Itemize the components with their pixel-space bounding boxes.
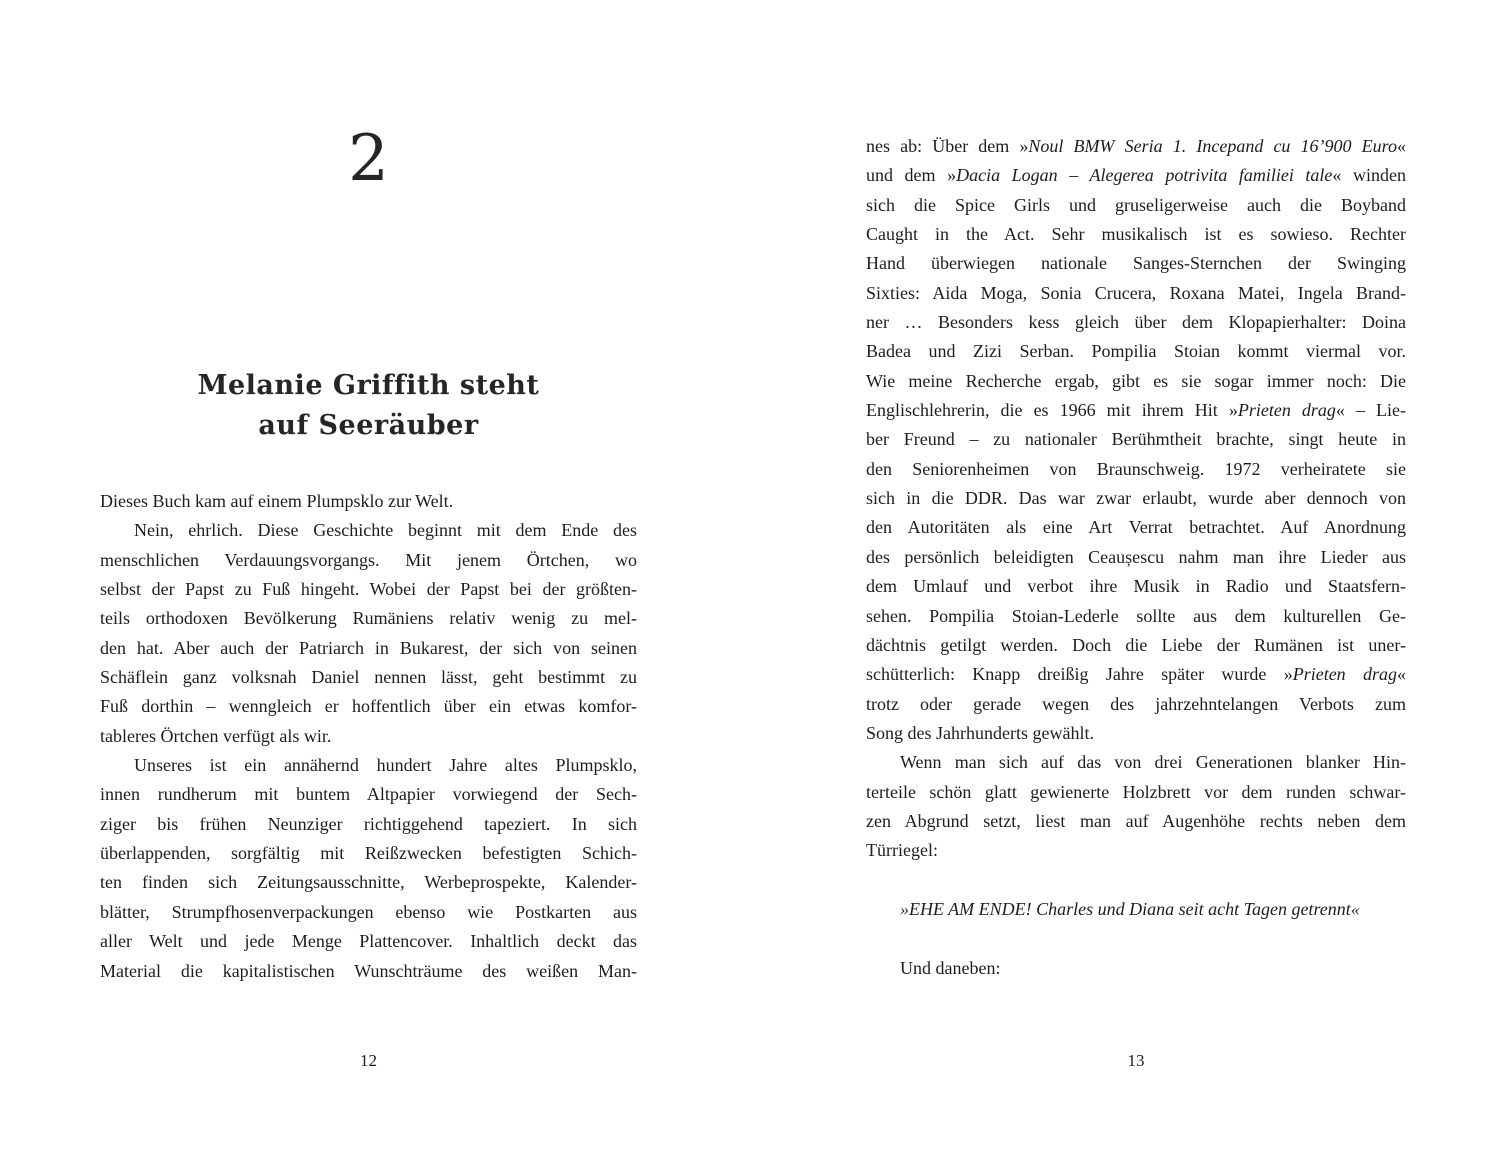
text-line: trotz oder gerade wegen des jahrzehntelangen Verbots zum (866, 693, 1406, 714)
chapter-title (100, 366, 637, 446)
text-line: Hand überwiegen nationale Sanges-Sternchen der Swinging (866, 253, 1406, 274)
paragraph (866, 954, 1406, 983)
text-line: nes ab: Über dem »Noul BMW Seria 1. Incepand cu 16’900 Euro« (866, 136, 1406, 156)
text-line: »EHE AM ENDE! Charles und Diana seit acht Tagen getrennt« (900, 898, 1360, 919)
chapter-number: 2 (348, 122, 389, 196)
text-line: selbst der Papst zu Fuß hingeht. Wobei der Papst bei der größten- (100, 579, 637, 600)
text-line: Türriegel: (866, 840, 938, 861)
chapter-title-line: auf Seeräuber (258, 410, 479, 441)
text-line: ner … Besonders kess gleich über dem Klopapierhalter: Doina (866, 312, 1406, 333)
text-line: ziger bis frühen Neunziger richtiggehend tapeziert. In sich (100, 813, 637, 834)
text-line: Wenn man sich auf das von drei Generationen blanker Hin- (900, 752, 1406, 773)
text-line: Song des Jahrhunderts gewählt. (866, 722, 1094, 743)
text-line: Caught in the Act. Sehr musikalisch ist es sowieso. Rechter (866, 224, 1406, 245)
paragraph (866, 895, 1406, 924)
left-page-body (100, 487, 637, 986)
text-line: Und daneben: (900, 957, 1001, 978)
left-page (100, 0, 637, 1167)
text-line: dem Umlauf und verbot ihre Musik in Radio und Staatsfern- (866, 576, 1406, 597)
paragraph (100, 487, 637, 516)
right-page-number: 13 (1127, 1051, 1145, 1070)
text-line: Unseres ist ein annähernd hundert Jahre altes Plumpsklo, (134, 755, 637, 776)
text-line: terteile schön glatt gewienerte Holzbrett vor dem runden schwar- (866, 781, 1406, 802)
right-page (866, 0, 1406, 1167)
text-line: innen rundherum mit buntem Altpapier vorwiegend der Sech- (100, 784, 637, 805)
text-line: den Autoritäten als eine Art Verrat betrachtet. Auf Anordnung (866, 517, 1406, 538)
text-line: und dem »Dacia Logan – Alegerea potrivita familiei tale« winden (866, 165, 1406, 186)
text-line: Dieses Buch kam auf einem Plumpsklo zur Welt. (100, 491, 454, 511)
chapter-title-line: Melanie Griffith steht (197, 370, 540, 401)
text-line: ten finden sich Zeitungsausschnitte, Werbeprospekte, Kalender- (100, 872, 637, 893)
text-line: blätter, Strumpfhosenverpackungen ebenso wie Postkarten aus (100, 901, 637, 922)
text-line: schütterlich: Knapp dreißig Jahre später wurde »Prieten drag« (866, 664, 1406, 685)
text-line: überlappenden, sorgfältig mit Reißzwecken befestigten Schich- (100, 843, 637, 864)
text-line: sehen. Pompilia Stoian-Lederle sollte aus dem kulturellen Ge- (866, 605, 1406, 626)
text-line: sich in die DDR. Das war zwar erlaubt, wurde aber dennoch von (866, 488, 1406, 509)
text-line: Material die kapitalistischen Wunschträume des weißen Man- (100, 960, 637, 981)
text-line: tableres Örtchen verfügt als wir. (100, 725, 332, 746)
text-line: Fuß dorthin – wenngleich er hoffentlich über ein etwas komfor- (100, 696, 637, 717)
text-line: Englischlehrerin, die es 1966 mit ihrem Hit »Prieten drag« – Lie- (866, 400, 1406, 421)
paragraph (100, 516, 637, 751)
text-line: Schäflein ganz volksnah Daniel nennen lässt, geht bestimmt zu (100, 667, 637, 688)
text-line: ber Freund – zu nationaler Berühmtheit brachte, singt heute in (866, 429, 1406, 450)
text-line: Sixties: Aida Moga, Sonia Crucera, Roxana Matei, Ingela Brand- (866, 282, 1406, 303)
paragraph (866, 132, 1406, 748)
text-line: teils orthodoxen Bevölkerung Rumäniens relativ wenig zu mel- (100, 608, 637, 629)
text-line: zen Abgrund setzt, liest man auf Augenhöhe rechts neben dem (866, 810, 1406, 831)
text-line: Wie meine Recherche ergab, gibt es sie sogar immer noch: Die (866, 370, 1406, 391)
text-line: sich die Spice Girls und gruseligerweise auch die Boyband (866, 194, 1406, 215)
text-line: den hat. Aber auch der Patriarch in Bukarest, der sich von seinen (100, 637, 637, 658)
text-line: Nein, ehrlich. Diese Geschichte beginnt mit dem Ende des (134, 520, 637, 541)
text-line: des persönlich beleidigten Ceaușescu nahm man ihre Lieder aus (866, 546, 1406, 567)
paragraph (100, 751, 637, 986)
paragraph (866, 748, 1406, 865)
text-line: aller Welt und jede Menge Plattencover. Inhaltlich deckt das (100, 931, 637, 952)
text-line: menschlichen Verdauungsvorgangs. Mit jenem Örtchen, wo (100, 549, 637, 570)
text-line: Badea und Zizi Serban. Pompilia Stoian kommt viermal vor. (866, 341, 1406, 362)
right-page-body (866, 132, 1406, 983)
left-page-number: 12 (360, 1051, 377, 1070)
text-line: dächtnis getilgt werden. Doch die Liebe der Rumänen ist uner- (866, 634, 1406, 655)
text-line: den Seniorenheimen von Braunschweig. 1972 verheiratete sie (866, 458, 1406, 479)
